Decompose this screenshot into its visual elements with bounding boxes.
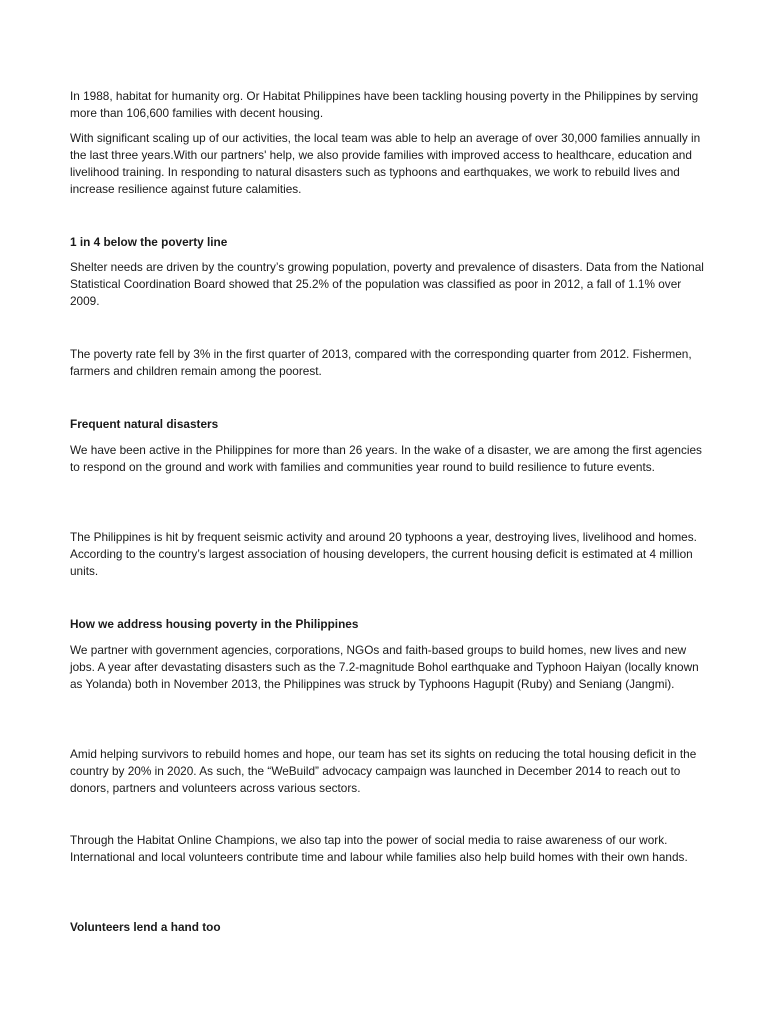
intro-paragraph-2: With significant scaling up of our activities, the local team was able to help an average of over 30,000 families annually in the last three years.With our partners' help, we also provide families with improved access to healthcare, education and livelihood training. In responding to natural disasters such as typhoons and earthquakes, we work to rebuild lives and increase resilience against future calamities.	[70, 131, 701, 196]
section-heading-poverty-line: 1 in 4 below the poverty line	[70, 235, 228, 249]
disasters-paragraph-1: We have been active in the Philippines for more than 26 years. In the wake of a disaster, we are among the first agencies to respond on the ground and work with families and communities year round to build resilience to future events.	[70, 443, 702, 474]
poverty-paragraph-2: The poverty rate fell by 3% in the first quarter of 2013, compared with the corresponding quarter from 2012. Fishermen, farmers and children remain among the poorest.	[70, 347, 692, 378]
housing-paragraph-1: We partner with government agencies, corporations, NGOs and faith-based groups to build homes, new lives and new jobs. A year after devastating disasters such as the 7.2-magnitude Bohol earthquake and Typhoon Haiyan (locally known as Yolanda) both in November 2013, the Philippines was struck by Typhoons Hagupit (Ruby) and Seniang (Jangmi).	[70, 643, 699, 691]
section-heading-natural-disasters: Frequent natural disasters	[70, 417, 219, 431]
disasters-paragraph-2: The Philippines is hit by frequent seismic activity and around 20 typhoons a year, destroying lives, livelihood and homes. According to the country’s largest association of housing developers, the current housing deficit is estimated at 4 million units.	[70, 530, 697, 578]
poverty-paragraph-1: Shelter needs are driven by the country’s growing population, poverty and prevalence of disasters. Data from the National Statistical Coordination Board showed that 25.2% of the population was classified as poor in 2012, a fall of 1.1% over 2009.	[70, 260, 704, 308]
intro-paragraph-1: In 1988, habitat for humanity org. Or Habitat Philippines have been tackling housing poverty in the Philippines by serving more than 106,600 families with decent housing.	[70, 89, 699, 120]
section-heading-volunteers: Volunteers lend a hand too	[70, 920, 221, 934]
housing-paragraph-2: Amid helping survivors to rebuild homes and hope, our team has set its sights on reducing the total housing deficit in the country by 20% in 2020. As such, the “WeBuild” advocacy campaign was launched in December 2014 to reach out to donors, partners and volunteers across various sectors.	[70, 747, 697, 795]
section-heading-housing-poverty: How we address housing poverty in the Philippines	[70, 617, 359, 631]
housing-paragraph-3: Through the Habitat Online Champions, we also tap into the power of social media to raise awareness of our work. International and local volunteers contribute time and labour while families also help build homes with their own hands.	[70, 833, 688, 864]
